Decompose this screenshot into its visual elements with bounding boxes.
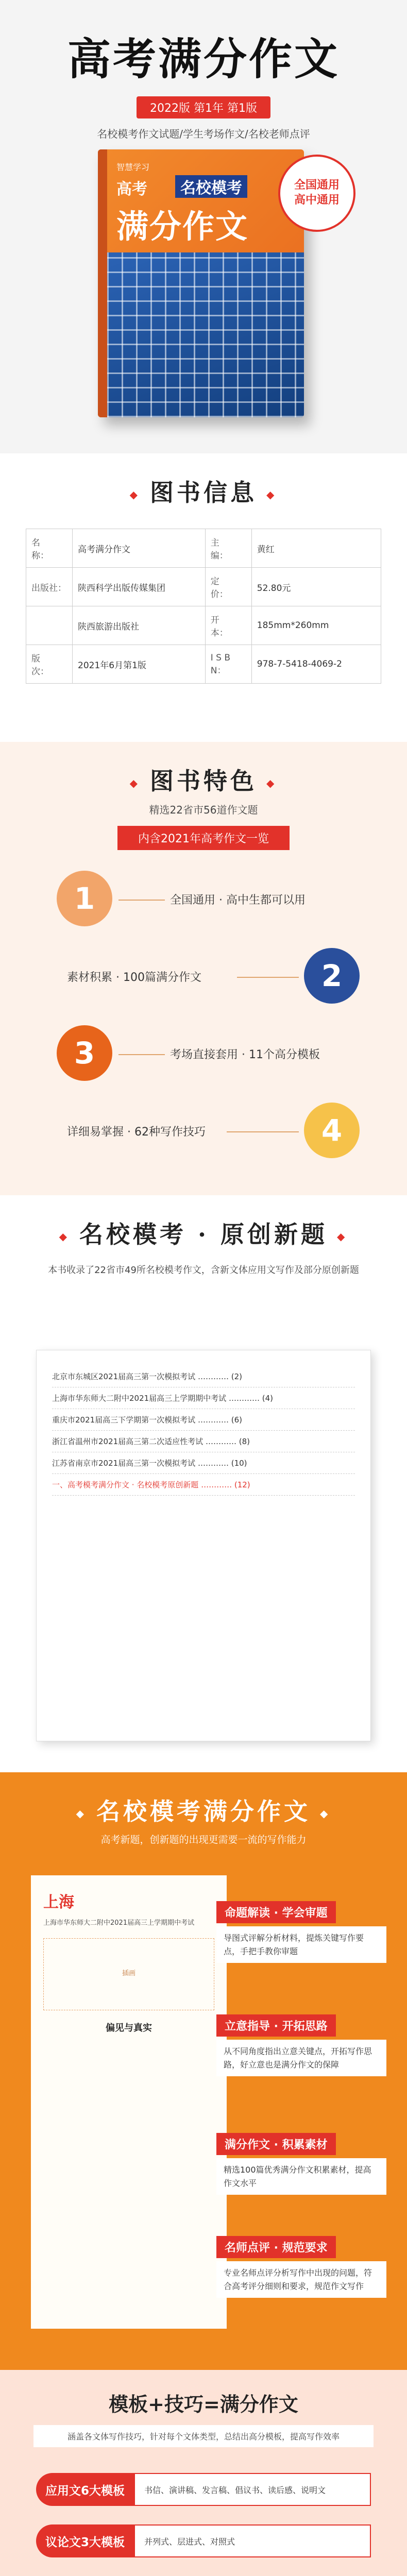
badge-line-1: 全国通用 [294,179,340,192]
template-desc: 书信、演讲稿、发言稿、倡议书、读后感、说明文 [134,2473,371,2506]
info-key: 出版社： [26,568,73,606]
paper-heading: 上海市华东师大二附中2021届高三上学期期中考试 [43,1919,195,1927]
feature-item [0,871,407,933]
info-value: 黄红 [251,529,381,568]
hero-title: 高考满分作文 [67,33,340,84]
info-key: 名 称： [26,529,73,568]
feature-item [0,948,407,1010]
features-subtitle: 精选22省市56道作文题 [149,804,258,816]
template-subtitle: 涵盖各文体写作技巧，针对每个文体类型，总结出高分模板，提高写作效率 [33,2425,374,2447]
badge-line-2: 高中通用 [294,194,340,207]
section-title: 模板+技巧=满分作文 [109,2393,298,2416]
info-key: I S B N： [205,645,251,684]
features-bar: 内含2021年高考作文一览 [117,826,290,850]
callout-tag: 名师点评 · 规范要求 [216,2236,336,2258]
feature-text: 考场直接套用 · 11个高分模板 [170,1048,320,1061]
callout-text: 精选100篇优秀满分作文积累素材，提高作文水平 [216,2158,386,2195]
toc-row: 江苏省南京市2021届高三第一次模拟考试 ………… (10) [52,1452,355,1474]
feature-text: 素材积累 · 100篇满分作文 [67,971,201,984]
sample-page [31,1875,227,2329]
mock-exam-intro: 本书收录了22省市49所名校模考作文，含新文体应用文写作及部分原创新题 [48,1265,359,1276]
callout-tag: 满分作文 · 积累素材 [216,2133,336,2155]
template-section [0,2370,407,2576]
info-key [26,606,73,645]
table-row [26,645,381,684]
callout-text: 专业名师点评分析写作中出现的问题，符合高考评分细则和要求，规范作文写作 [216,2261,386,2298]
toc-row: 上海市华东师大二附中2021届高三上学期期中考试 ………… (4) [52,1387,355,1409]
feature-text: 全国通用 · 高中生都可以用 [170,894,306,907]
callout [216,2133,386,2195]
template-desc: 并列式、层进式、对照式 [134,2524,371,2557]
book-title: 满分作文 [116,208,249,245]
template-row [36,2524,371,2557]
info-value: 陕西科学出版传媒集团 [73,568,206,606]
section-title: ◆ 名校模考满分作文 ◆ [0,1793,407,1827]
features-section [0,742,407,1195]
table-row [26,606,381,645]
feature-connector [227,1131,299,1132]
callout-tag: 立意指导 · 开拓思路 [216,2014,336,2037]
info-value: 2021年6月第1版 [73,645,206,684]
book-kicker: 高考 [116,180,147,198]
model-essay-subtitle: 高考新题，创新题的出现更需要一流的写作能力 [100,1834,307,1845]
model-essay-section [0,1772,407,2370]
feature-number: 3 [57,1025,112,1081]
maze-artwork [107,252,304,417]
hero-section [0,0,407,453]
illustration-placeholder: 插画 [43,1938,214,2010]
book-kicker-box: 名校模考 [175,175,247,198]
book-series: 智慧学习 [116,162,150,172]
table-row [26,568,381,606]
info-key: 定 价： [205,568,251,606]
feature-text: 详细易掌握 · 62种写作技巧 [67,1126,206,1139]
toc-row: 一、高考模考满分作文 · 名校模考原创新题 ………… (12) [52,1474,355,1496]
info-key: 开 本： [205,606,251,645]
feature-item [0,1103,407,1164]
usage-badge [278,155,355,232]
feature-connector [237,977,299,978]
callout [216,2014,386,2076]
template-label: 应用文6大模板 [36,2473,134,2506]
info-value: 高考满分作文 [73,529,206,568]
toc-row: 浙江省温州市2021届高三第二次适应性考试 ………… (8) [52,1431,355,1452]
feature-number: 1 [57,871,112,926]
essay-title: 偏见与真实 [106,2022,152,2033]
template-row [36,2473,371,2506]
info-value: 52.80元 [251,568,381,606]
mock-exam-section [0,1195,407,1772]
callout [216,1901,386,1963]
hero-subtitle: 名校模考作文试题/学生考场作文/名校老师点评 [97,128,310,140]
table-of-contents-sample [36,1350,371,1741]
callout-text: 从不同角度指出立意关键点，开拓写作思路，好立意也是满分作文的保障 [216,2040,386,2076]
feature-connector [118,1054,165,1055]
template-label: 议论文3大模板 [36,2524,134,2557]
edition-badge: 2022版 第1年 第1版 [137,96,270,118]
region-label: 上海 [43,1893,74,1911]
book-spine [98,149,107,417]
callout-text: 导图式评解分析材料，提炼关键写作要点，手把手教你审题 [216,1926,386,1963]
feature-number: 4 [304,1103,360,1158]
callout [216,2236,386,2298]
info-value: 978-7-5418-4069-2 [251,645,381,684]
section-title: ◆ 图书特色 ◆ [0,762,407,796]
info-value: 185mm*260mm [251,606,381,645]
info-key: 版 次： [26,645,73,684]
table-row [26,529,381,568]
info-value: 陕西旅游出版社 [73,606,206,645]
feature-number: 2 [304,948,360,1004]
section-title: ◆ 图书信息 ◆ [0,474,407,508]
book-info-section [0,453,407,742]
feature-item [0,1025,407,1087]
book-cover-image [98,149,304,417]
toc-row: 重庆市2021届高三下学期第一次模拟考试 ………… (6) [52,1409,355,1431]
book-info-table [26,529,381,684]
info-key: 主 编： [205,529,251,568]
toc-row: 北京市东城区2021届高三第一次模拟考试 ………… (2) [52,1366,355,1387]
feature-connector [118,900,165,901]
section-title: ◆ 名校模考 · 原创新题 ◆ [0,1216,407,1250]
callout-tag: 命题解读 · 学会审题 [216,1901,336,1923]
